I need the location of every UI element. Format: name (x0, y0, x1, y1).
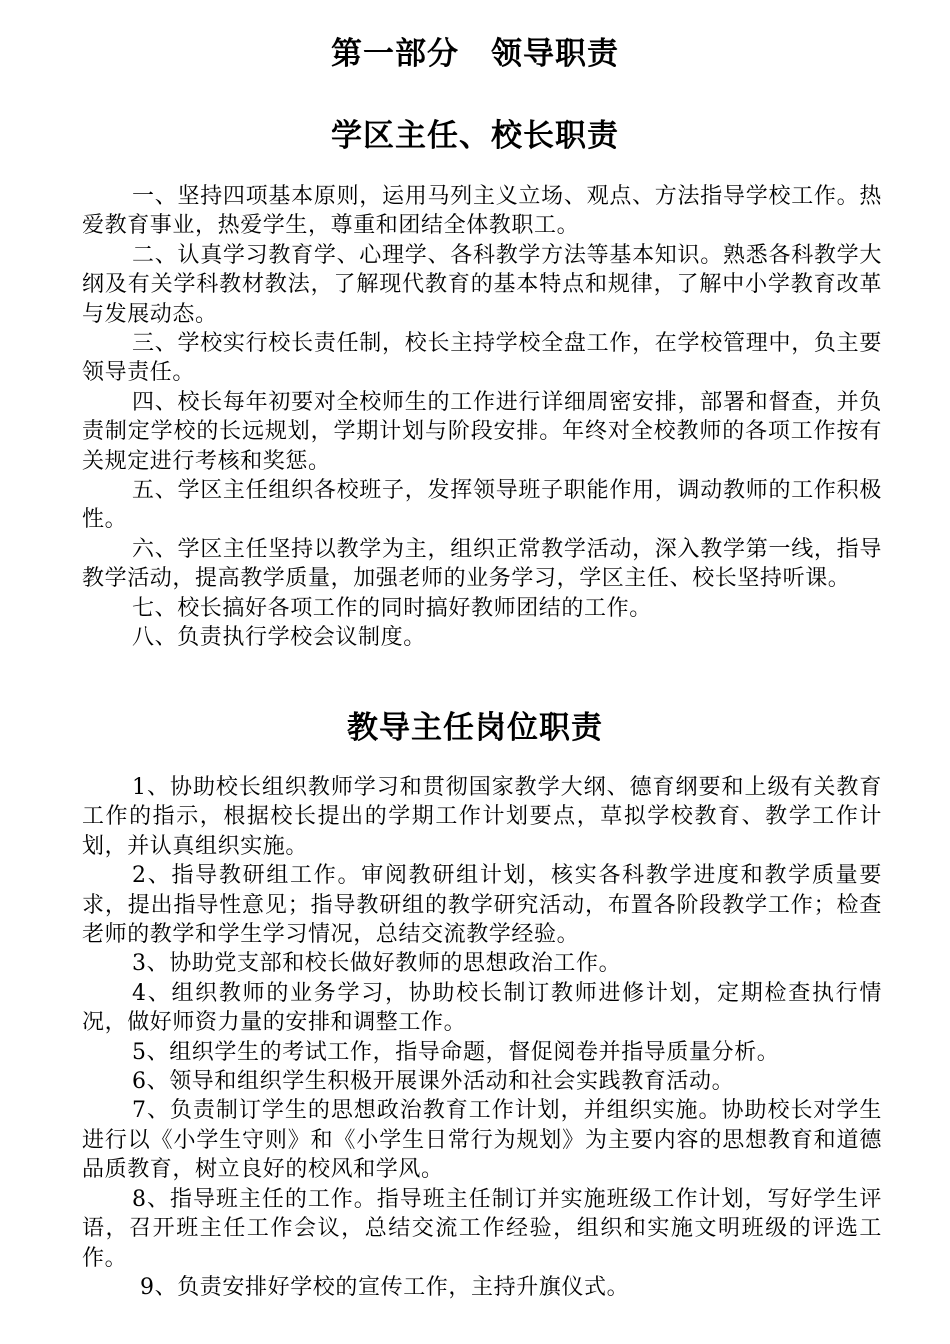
duty-paragraph: 七、校长搞好各项工作的同时搞好教师团结的工作。 (132, 595, 652, 621)
duty-paragraph: 1、协助校长组织教师学习和贯彻国家教学大纲、德育纲要和上级有关教育工作的指示，根据校长提出的学期工作计划要点，草拟学校教育、教学工作计划，并认真组织实施。 (82, 775, 882, 859)
duty-paragraph: 六、学区主任坚持以教学为主，组织正常教学活动，深入教学第一线，指导教学活动，提高教学质量，加强老师的业务学习，学区主任、校长坚持听课。 (82, 536, 882, 592)
duty-paragraph: 一、坚持四项基本原则，运用马列主义立场、观点、方法指导学校工作。热爱教育事业，热爱学生，尊重和团结全体教职工。 (82, 184, 882, 239)
section-body-principal-duties (82, 182, 882, 653)
duty-paragraph: 三、学校实行校长责任制，校长主持学校全盘工作，在学校管理中，负主要领导责任。 (82, 331, 882, 386)
section-title-principal-duties: 学区主任、校长职责 (331, 118, 619, 154)
section-body-dean-duties (82, 773, 882, 1302)
duty-paragraph: 7、负责制订学生的思想政治教育工作计划，并组织实施。协助校长对学生进行以《小学生守则》和《小学生日常行为规划》为主要内容的思想教育和道德品质教育，树立良好的校风和学风。 (82, 1098, 882, 1183)
duty-paragraph: 5、组织学生的考试工作，指导命题，督促阅卷并指导质量分析。 (132, 1039, 780, 1065)
duty-paragraph: 4、组织教师的业务学习，协助校长制订教师进修计划，定期检查执行情况，做好师资力量的安排和调整工作。 (82, 980, 882, 1036)
duty-paragraph: 3、协助党支部和校长做好教师的思想政治工作。 (132, 951, 622, 977)
duty-paragraph: 五、学区主任组织各校班子，发挥领导班子职能作用，调动教师的工作积极性。 (82, 478, 882, 533)
duty-paragraph: 6、领导和组织学生积极开展课外活动和社会实践教育活动。 (132, 1069, 735, 1095)
duty-paragraph: 8、指导班主任的工作。指导班主任制订并实施班级工作计划，写好学生评语，召开班主任工作会议，总结交流工作经验，组织和实施文明班级的评选工作。 (82, 1186, 882, 1271)
duty-paragraph: 八、负责执行学校会议制度。 (132, 625, 426, 651)
section-title-dean-duties: 教导主任岗位职责 (347, 710, 603, 746)
duty-paragraph: 四、校长每年初要对全校师生的工作进行详细周密安排，部署和督查，并负责制定学校的长远规划，学期计划与阶段安排。年终对全校教师的各项工作按有关规定进行考核和奖惩。 (82, 389, 882, 474)
part-title: 第一部分 领导职责 (331, 36, 619, 72)
duty-paragraph: 二、认真学习教育学、心理学、各科教学方法等基本知识。熟悉各科教学大纲及有关学科教材教法，了解现代教育的基本特点和规律，了解中小学教育改革与发展动态。 (82, 242, 882, 327)
duty-paragraph: 9、负责安排好学校的宣传工作，主持升旗仪式。 (140, 1274, 630, 1300)
duty-paragraph: 2、指导教研组工作。审阅教研组计划，核实各科教学进度和教学质量要求，提出指导性意见；指导教研组的教学研究活动，布置各阶段教学工作；检查老师的教学和学生学习情况，总结交流教学经验。 (82, 863, 882, 948)
